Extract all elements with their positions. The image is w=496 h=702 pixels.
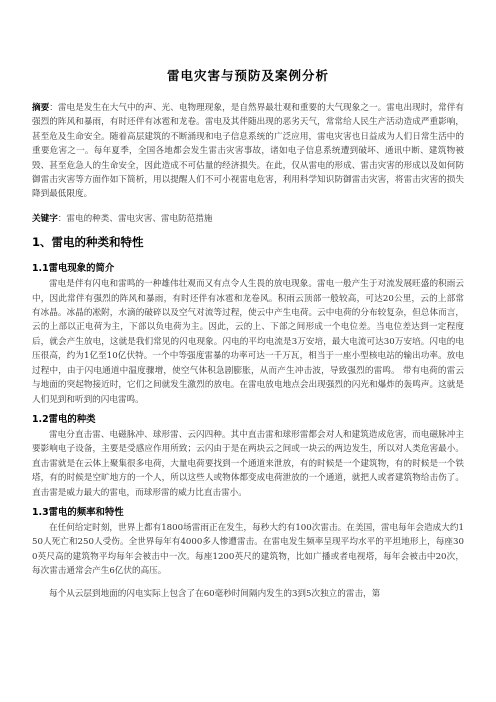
subsection-heading-1-3: 1.3雷电的频率和特性	[32, 506, 124, 518]
abstract-label: 摘要	[32, 103, 50, 113]
section-heading-1: 1、雷电的种类和特性	[32, 235, 144, 250]
subsection-heading-1-2: 1.2雷电的种类	[32, 413, 96, 425]
subsection-1-1-text: 雷电是伴有闪电和雷鸣的一种雄伟壮观而又有点令人生畏的放电现象。雷电一般产生于对流发展旺盛的积雨云中，因此常伴有强烈的阵风和暴雨，有时还伴有冰雹和龙卷风。积雨云顶部一般较高，可达20公里，云的上部常有冰晶。冰晶的凇附，水滴的破碎以及空气对流等过程，使云中产生电荷。云中电荷的分布较复杂，但总体而言，云的上部以正电荷为主，下部以负电荷为主。因此，云的上、下部之间形成一个电位差。当电位差达到一定程度后，就会产生放电，这就是我们常见的闪电现象。闪电的平均电流是3万安培，最大电流可达30万安培。闪电的电压很高，约为1亿至10亿伏特。一个中等强度雷暴的功率可达一千万瓦，相当于一座小型核电站的输出功率。放电过程中，由于闪电通道中温度骤增，使空气体积急剧膨胀，从而产生冲击波，导致强烈的雷鸣。 带有电荷的雷云与地面的突起物接近时，它们之间就发生激烈的放电。在雷电放电地点会出现强烈的闪光和爆炸的轰鸣声。这就是人们见到和听到的闪电雷鸣。	[32, 279, 464, 405]
document-title: 雷电灾害与预防及案例分析	[166, 68, 329, 83]
keywords-label: 关键字	[32, 213, 58, 224]
subsection-heading-1-1: 1.1雷电现象的简介	[32, 263, 115, 275]
abstract-paragraph	[32, 101, 464, 202]
keywords-paragraph	[32, 212, 464, 226]
continuing-paragraph: 每个从云层到地面的闪电实际上包含了在60毫秒时间隔内发生的3到5次独立的雷击，第	[49, 588, 381, 599]
keywords-text: ：雷电的种类、雷电灾害、雷电防范措施	[57, 213, 213, 224]
subsection-1-2-text: 雷电分直击雷、电磁脉冲、球形雷、云闪四种。其中直击雷和球形雷都会对人和建筑造成危害，而电磁脉冲主要影响电子设备，主要是受感应作用所致；云闪由于是在两块云之间或一块云的两边发生，所以对人类危害最小。直击雷就是在云体上聚集很多电荷，大量电荷要找到一个通道来泄放，有的时候是一个建筑物，有的时候是一个铁塔，有的时候是空旷地方的一个人，所以这些人或物体都变成电荷泄放的一个通道，就把人或者建筑物给击伤了。直击雷是威力最大的雷电，而球形雷的威力比直击雷小。	[32, 429, 464, 498]
abstract-text: ：雷电是发生在大气中的声、光、电物理现象，是自然界最壮观和重要的大气现象之一。雷电出现时，常伴有强烈的阵风和暴雨，有时还伴有冰雹和龙卷。雷电及其伴随出现的恶劣天气，常常给人民生产活动造成严重影响，甚至危及生命安全。随着高层建筑的不断涌现和电子信息系统的广泛应用，雷电灾害也日益成为人们日常生活中的重要危害之一。每年夏季，全国各地都会发生雷击灾害事故，诸如电子信息系统遭到破坏、通讯中断、建筑物被毁、甚至危急人的生命安全，因此造成不可估量的经济损失。在此，仅从雷电的形成、雷击灾害的形成以及如何防御雷击灾害等方面作如下简析，用以提醒人们不可小视雷电危害，利用科学知识防御雷击灾害，将雷击灾害的损失降到最低限度。	[32, 103, 464, 200]
subsection-1-3-text: 在任何给定时刻，世界上都有1800场雷雨正在发生，每秒大约有100次雷击。在美国，雷电每年会造成大约150人死亡和250人受伤。全世界每年有4000多人惨遭雷击。在雷电发生频率呈现平均水平的平坦地形上，每座300英尺高的建筑物平均每年会被击中一次。每座1200英尺的建筑物，比如广播或者电视塔，每年会被击中20次，每次雷击通常会产生6亿伏的高压。	[32, 522, 464, 577]
